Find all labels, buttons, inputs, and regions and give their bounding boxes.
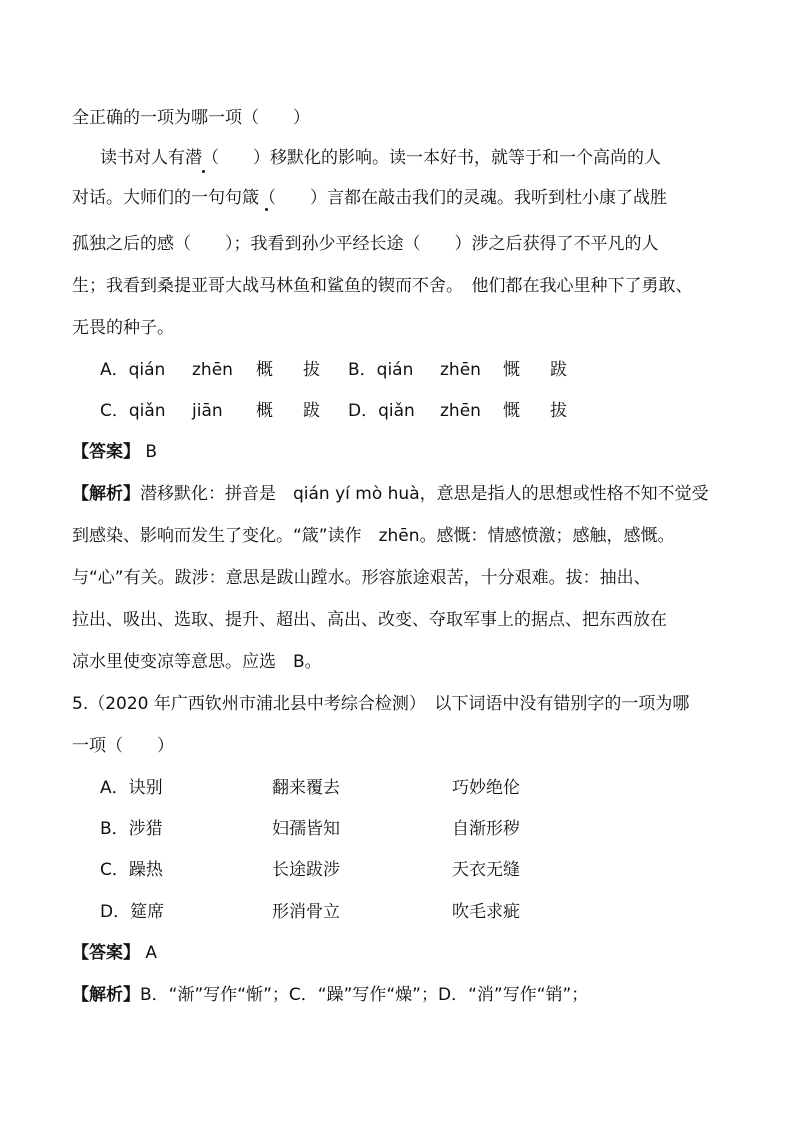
q4-analysis-line-3: 与“心”有关。跋涉：意思是跋山蹚水。形容旅途艰苦，十分艰难。拔：抽出、 <box>72 568 651 588</box>
q5-stem-line-2: 一项（ ） <box>72 736 174 756</box>
q4-answer-line <box>72 440 157 464</box>
q4-analysis-line-2: 到感染、影响而发生了变化。“箴”读作 zhēn。感慨：情感愤激；感触，感慨。 <box>72 526 675 546</box>
q4-option-c-pinyin-1: C．qiǎn <box>100 401 166 421</box>
q5-option-c-word-1: C．躁热 <box>100 860 163 880</box>
q4-analysis-line-4: 拉出、吸出、选取、提升、超出、高出、改变、夺取军事上的据点、把东西放在 <box>72 610 667 630</box>
q4-passage-line-5: 无畏的种子。 <box>72 318 174 338</box>
q4-answer-tag: 【答案】 <box>72 442 140 462</box>
q4-option-d-pinyin-1: D．qiǎn <box>348 401 415 421</box>
q5-option-a-word-3: 巧妙绝伦 <box>452 778 520 798</box>
q5-option-a-word-2: 翻来覆去 <box>272 778 340 798</box>
q5-answer-value: A <box>145 943 158 963</box>
q4-option-a-char-2: 拔 <box>303 360 320 380</box>
q4-option-d-char-1: 慨 <box>503 401 520 421</box>
q5-option-a-word-1: A．诀别 <box>100 778 163 798</box>
q4-analysis-line-1 <box>72 482 709 506</box>
q5-option-b-word-1: B．涉猎 <box>100 819 163 839</box>
q4-passage-line-2 <box>72 186 667 210</box>
q4-option-c-pinyin-2: jiān <box>192 401 223 421</box>
q4-option-b-pinyin-2: zhēn <box>440 360 481 380</box>
q4-option-d-char-2: 拔 <box>550 401 567 421</box>
q5-analysis-line-1 <box>72 983 588 1007</box>
q4-option-c-char-2: 跋 <box>303 401 320 421</box>
q4-answer-value: B <box>145 442 158 462</box>
q4-analysis-text-1: 潜移默化：拼音是 qián yí mò huà，意思是指人的思想或性格不知不觉受 <box>140 484 709 504</box>
q4-analysis-line-5: 凉水里使变凉等意思。应选 B。 <box>72 652 322 672</box>
q4-passage-line-1 <box>100 146 661 170</box>
q4-option-a-char-1: 概 <box>256 360 273 380</box>
q5-option-b-word-3: 自渐形秽 <box>452 819 520 839</box>
q4-option-b-pinyin-1: B．qián <box>348 360 414 380</box>
q4-option-c-char-1: 概 <box>256 401 273 421</box>
q5-stem-line-1: 5.（2020 年广西钦州市浦北县中考综合检测） 以下词语中没有错别字的一项为哪 <box>72 694 690 714</box>
q4-option-d-pinyin-2: zhēn <box>440 401 481 421</box>
q5-analysis-text-1: B．“渐”写作“惭”；C．“躁”写作“燥”；D．“消”写作“销”； <box>140 985 589 1005</box>
emphasis-dot-1 <box>202 170 205 173</box>
q4-option-a-pinyin-1: A．qián <box>100 360 166 380</box>
q5-option-d-word-2: 形消骨立 <box>272 902 340 922</box>
q4-option-b-char-2: 跋 <box>550 360 567 380</box>
q4-passage-2b: （ ）言都在敲击我们的灵魂。我听到杜小康了战胜 <box>259 188 667 208</box>
q4-passage-line-4: 生；我看到桑提亚哥大战马林鱼和鲨鱼的锲而不舍。 他们都在我心里种下了勇敢、 <box>72 276 693 296</box>
q5-option-c-word-3: 天衣无缝 <box>452 860 520 880</box>
emphasis-dot-2 <box>265 208 268 211</box>
q4-analysis-tag: 【解析】 <box>72 484 140 504</box>
q4-passage-line-3: 孤独之后的感（ ）；我看到孙少平经长途（ ）涉之后获得了不平凡的人 <box>72 234 659 254</box>
q4-passage-2a: 对话。大师们的一句句箴 <box>72 188 259 208</box>
q5-option-d-word-3: 吹毛求疵 <box>452 902 520 922</box>
q4-option-b-char-1: 慨 <box>503 360 520 380</box>
q4-stem-tail: 全正确的一项为哪一项（ ） <box>72 108 310 128</box>
q4-option-a-pinyin-2: zhēn <box>192 360 233 380</box>
q5-option-c-word-2: 长途跋涉 <box>272 860 340 880</box>
q5-answer-tag: 【答案】 <box>72 943 140 963</box>
q5-answer-line <box>72 941 157 965</box>
q4-passage-1a: 读书对人有潜 <box>100 148 202 168</box>
q5-analysis-tag: 【解析】 <box>72 985 140 1005</box>
q5-option-d-word-1: D．筵席 <box>100 902 165 922</box>
q4-passage-1b: （ ）移默化的影响。读一本好书，就等于和一个高尚的人 <box>202 148 661 168</box>
q5-option-b-word-2: 妇孺皆知 <box>272 819 340 839</box>
